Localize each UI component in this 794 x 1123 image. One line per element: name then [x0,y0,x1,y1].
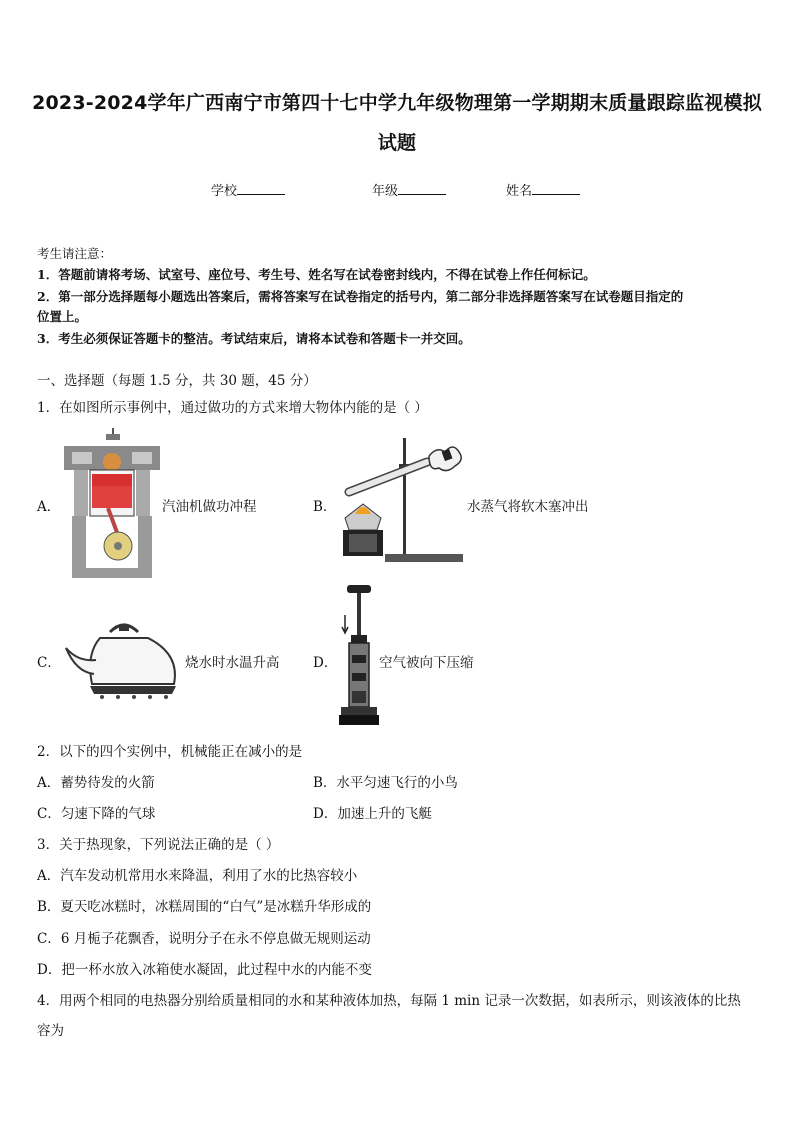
q1-option-d-letter: D． [313,655,338,671]
grade-field [372,180,446,199]
notice-heading: 考生请注意： [37,246,113,261]
q1-option-b-letter: B． [313,499,337,515]
q2-option-c: C．匀速下降的气球 [37,806,156,822]
page-title: 2023-2024学年广西南宁市第四十七中学九年级物理第一学期期末质量跟踪监视模拟 [32,92,762,114]
steam-test-tube-figure [337,434,467,566]
notice-item-2-continued: 位置上。 [37,309,88,324]
q2-option-d: D．加速上升的飞艇 [313,806,432,822]
page-title-continued: 试题 [377,132,417,154]
q2-option-a: A．蓄势待发的火箭 [37,775,155,791]
q1-option-c-caption: 烧水时水温升高 [185,655,280,671]
notice-item-2: 2．第一部分选择题每小题选出答案后，需将答案写在试卷指定的括号内，第二部分非选择题答案写在试卷题目指定的 [37,289,684,304]
question-4-stem-continued: 容为 [37,1023,64,1039]
q3-option-d: D．把一杯水放入冰箱使水凝固，此过程中水的内能不变 [37,962,372,978]
school-field [211,180,285,199]
question-2-stem: 2．以下的四个实例中，机械能正在减小的是 [37,744,303,760]
q3-option-c: C．6 月栀子花飘香，说明分子在永不停息做无规则运动 [37,931,371,947]
gasoline-engine-figure [62,428,162,580]
notice-item-1: 1．答题前请将考场、试室号、座位号、考生号、姓名写在试卷密封线内，不得在试卷上作任何标记。 [37,267,596,282]
grade-label: 年级 [372,184,399,199]
section-heading: 一、选择题（每题 1.5 分，共 30 题，45 分） [37,373,317,389]
q1-option-d-caption: 空气被向下压缩 [379,655,474,671]
question-4-stem: 4．用两个相同的电热器分别给质量相同的水和某种液体加热，每隔 1 min 记录一次数据，如表所示，则该液体的比热 [37,993,741,1009]
school-label: 学校 [211,184,238,199]
q3-option-b: B．夏天吃冰糕时，冰糕周围的“白气”是冰糕升华形成的 [37,899,372,915]
notice-item-3: 3．考生必须保证答题卡的整洁。考试结束后，请将本试卷和答题卡一并交回。 [37,331,471,346]
q1-option-a-caption: 汽油机做功冲程 [162,499,257,515]
q2-option-b: B．水平匀速飞行的小鸟 [313,775,458,791]
grade-blank [398,182,446,195]
name-field [506,180,580,199]
q1-option-a-letter: A． [37,499,61,515]
q1-option-c-letter: C． [37,655,61,671]
question-3-stem: 3．关于热现象，下列说法正确的是（ ） [37,837,280,853]
q3-option-a: A．汽车发动机常用水来降温，利用了水的比热容较小 [37,868,358,884]
kettle-figure [62,618,186,700]
air-compression-cylinder-figure [337,585,381,727]
name-blank [532,182,580,195]
question-1-stem: 1．在如图所示事例中，通过做功的方式来增大物体内能的是（ ） [37,400,428,416]
school-blank [237,182,285,195]
q1-option-b-caption: 水蒸气将软木塞冲出 [467,499,589,515]
name-label: 姓名 [506,184,533,199]
